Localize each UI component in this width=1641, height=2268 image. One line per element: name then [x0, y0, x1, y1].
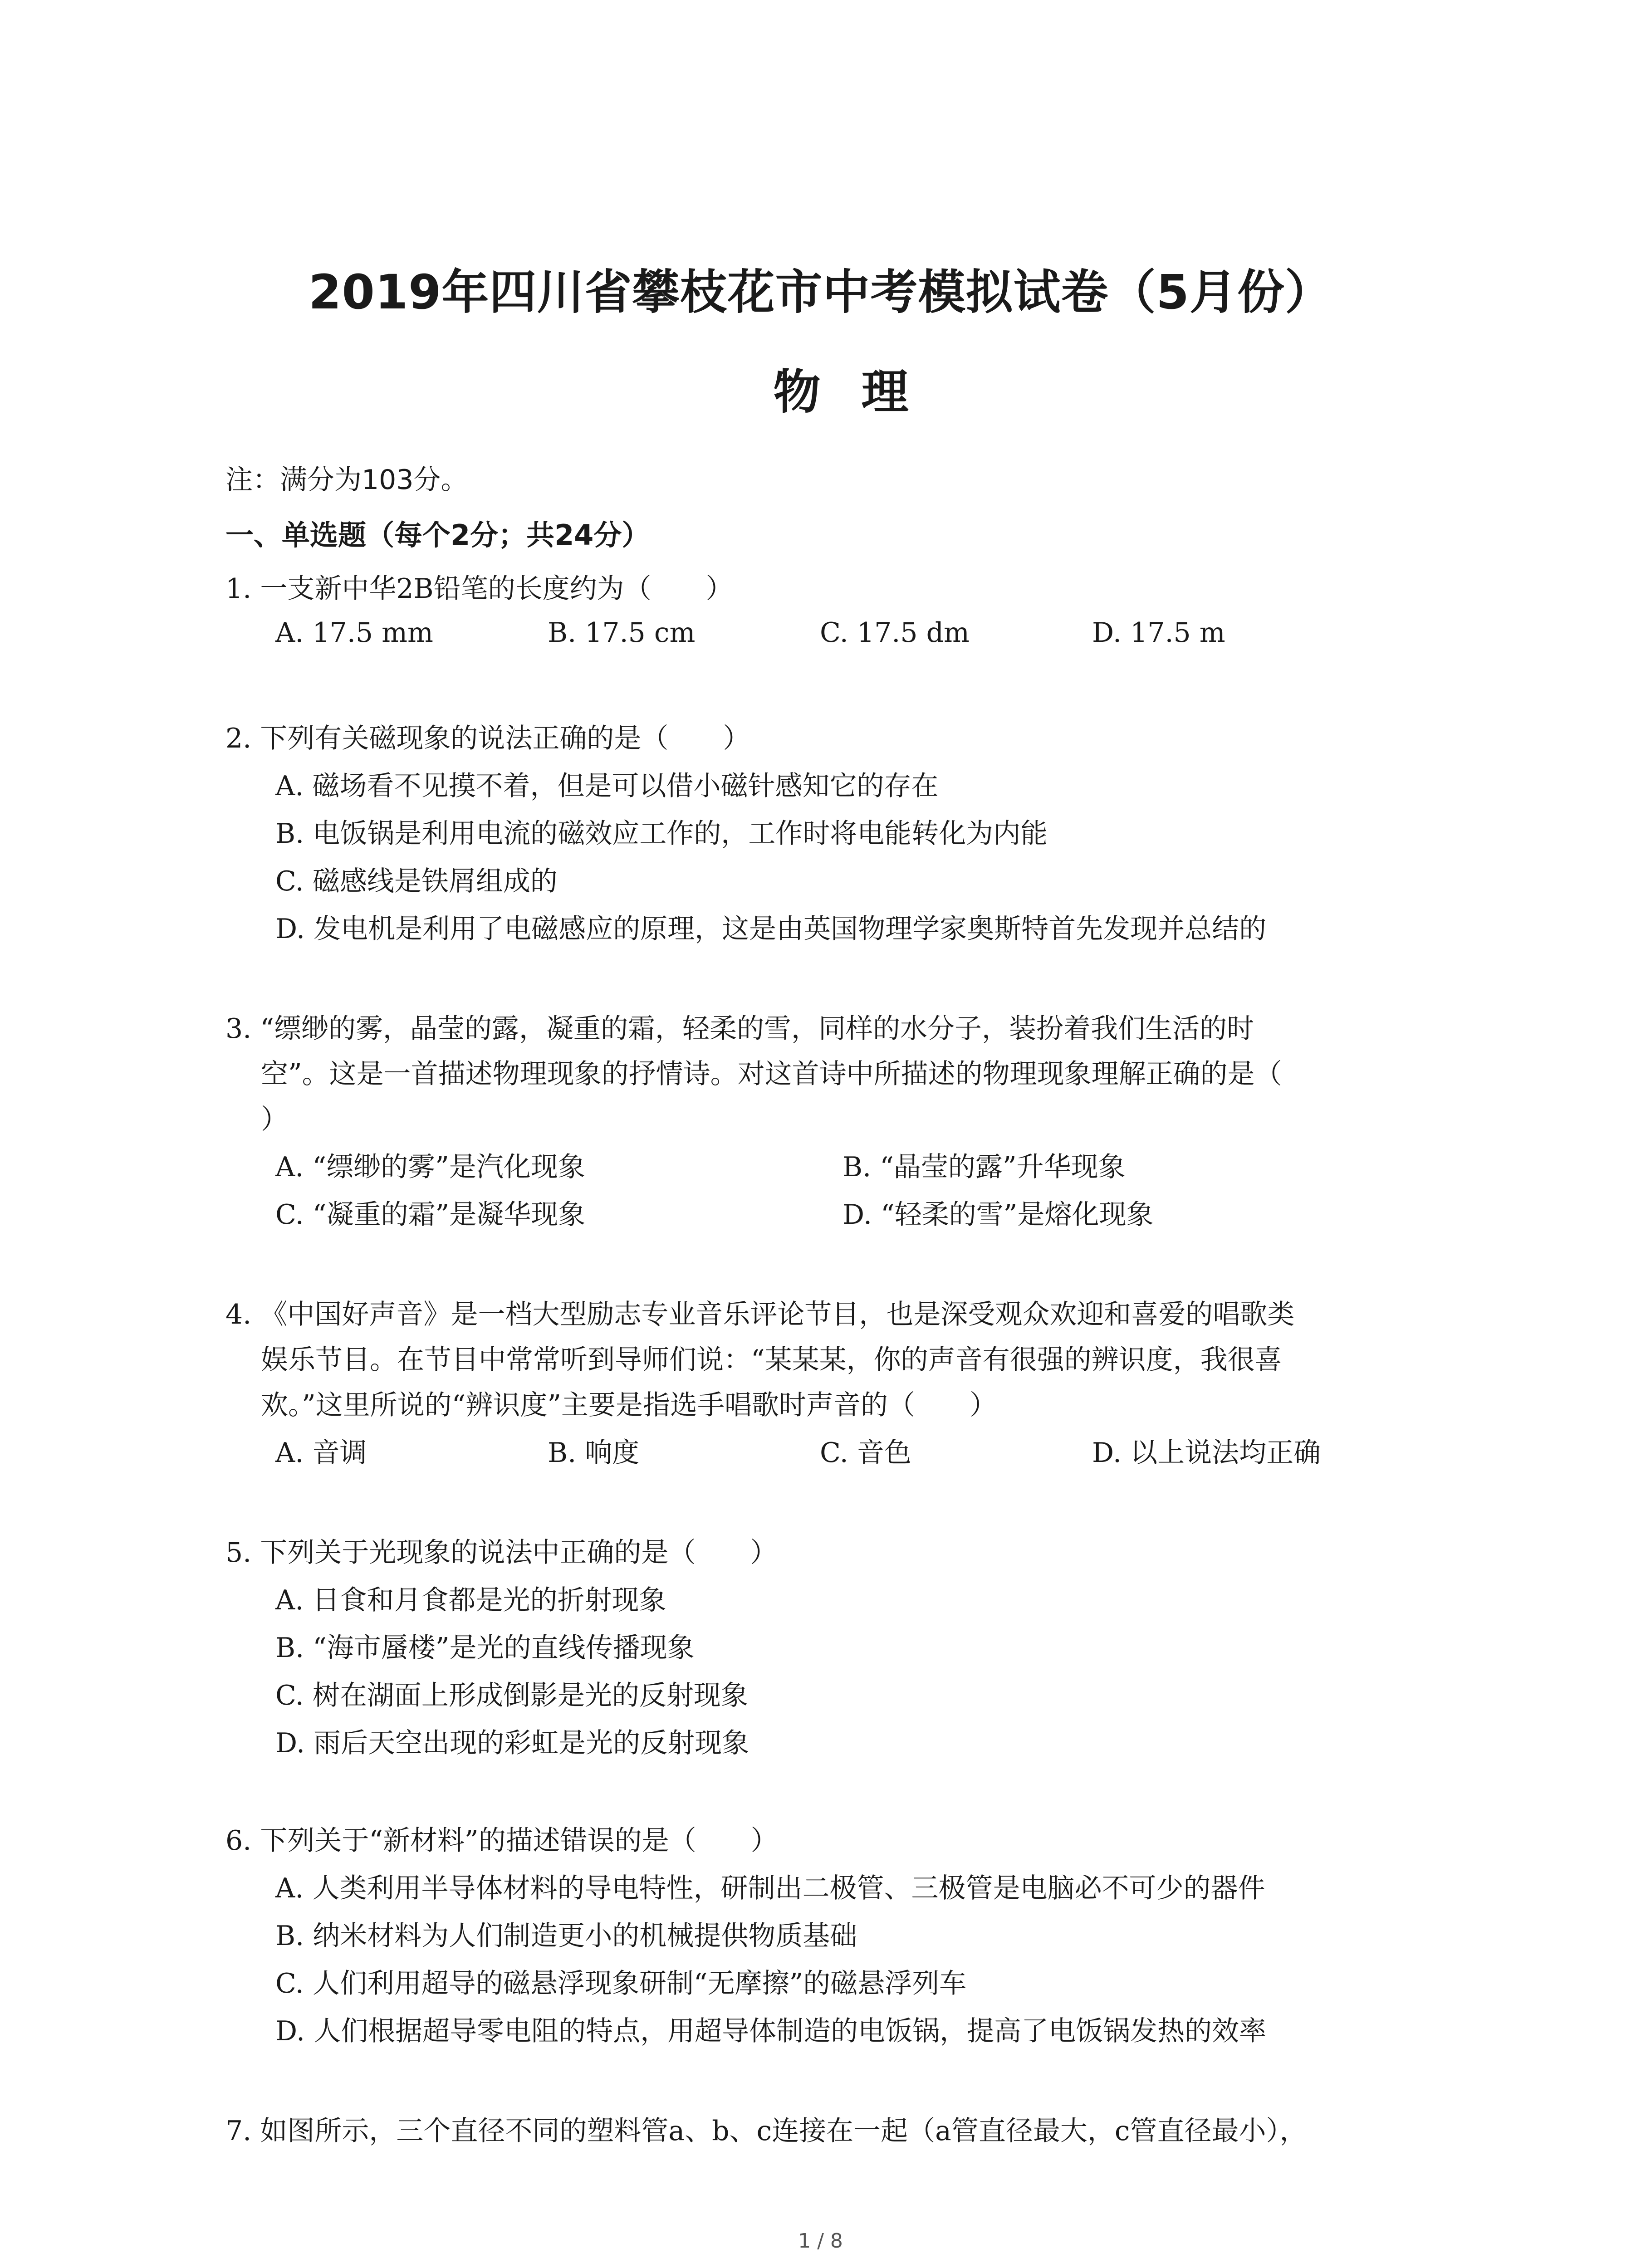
- question-3-stem-line-2: 空”。这是一首描述物理现象的抒情诗。对这首诗中所描述的物理现象理解正确的是（: [261, 1058, 1282, 1090]
- question-2-stem: 2. 下列有关磁现象的说法正确的是（ ）: [225, 723, 750, 754]
- q1-option-b[interactable]: B. 17.5 cm: [548, 617, 696, 649]
- q6-option-a[interactable]: A. 人类利用半导体材料的导电特性，研制出二极管、三极管是电脑必不可少的器件: [275, 1872, 1265, 1904]
- q3-option-d[interactable]: D. “轻柔的雪”是熔化现象: [843, 1199, 1154, 1231]
- question-4-stem-line-1: 4. 《中国好声音》是一档大型励志专业音乐评论节目，也是深受观众欢迎和喜爱的唱歌类: [225, 1299, 1295, 1330]
- score-note: 注：满分为103分。: [225, 464, 468, 496]
- q4-option-b[interactable]: B. 响度: [548, 1437, 640, 1469]
- question-7-stem: 7. 如图所示，三个直径不同的塑料管a、b、c连接在一起（a管直径最大，c管直径最小），: [225, 2115, 1307, 2147]
- q2-option-b[interactable]: B. 电饭锅是利用电流的磁效应工作的，工作时将电能转化为内能: [275, 818, 1048, 850]
- page-number: 1 / 8: [798, 2229, 843, 2253]
- q1-option-c[interactable]: C. 17.5 dm: [820, 617, 970, 649]
- q6-option-c[interactable]: C. 人们利用超导的磁悬浮现象研制“无摩擦”的磁悬浮列车: [275, 1968, 967, 1999]
- question-4-stem-line-2: 娱乐节目。在节目中常常听到导师们说：“某某某，你的声音有很强的辨识度，我很喜: [261, 1344, 1282, 1376]
- q5-option-b[interactable]: B. “海市蜃楼”是光的直线传播现象: [275, 1632, 695, 1664]
- q4-option-d[interactable]: D. 以上说法均正确: [1092, 1437, 1321, 1469]
- q1-option-a[interactable]: A. 17.5 mm: [275, 617, 433, 649]
- question-3-stem-line-3: ）: [261, 1104, 288, 1135]
- q5-option-a[interactable]: A. 日食和月食都是光的折射现象: [275, 1584, 666, 1616]
- q5-option-c[interactable]: C. 树在湖面上形成倒影是光的反射现象: [275, 1680, 748, 1711]
- q3-option-a[interactable]: A. “缥缈的雾”是汽化现象: [275, 1151, 585, 1183]
- q2-option-c[interactable]: C. 磁感线是铁屑组成的: [275, 865, 558, 897]
- q5-option-d[interactable]: D. 雨后天空出现的彩虹是光的反射现象: [275, 1727, 749, 1759]
- question-3-stem-line-1: 3. “缥缈的雾，晶莹的露，凝重的霜，轻柔的雪，同样的水分子，装扮着我们生活的时: [225, 1013, 1254, 1045]
- q4-option-c[interactable]: C. 音色: [820, 1437, 911, 1469]
- section-heading: 一、单选题（每个2分；共24分）: [225, 518, 650, 552]
- subject-title: 物理: [773, 364, 950, 420]
- q6-option-d[interactable]: D. 人们根据超导零电阻的特点，用超导体制造的电饭锅，提高了电饭锅发热的效率: [275, 2015, 1267, 2047]
- q6-option-b[interactable]: B. 纳米材料为人们制造更小的机械提供物质基础: [275, 1920, 857, 1952]
- q2-option-a[interactable]: A. 磁场看不见摸不着，但是可以借小磁针感知它的存在: [275, 770, 939, 802]
- q1-option-d[interactable]: D. 17.5 m: [1092, 617, 1225, 649]
- question-4-stem-line-3: 欢。”这里所说的“辨识度”主要是指选手唱歌时声音的（ ）: [261, 1389, 997, 1421]
- q3-option-b[interactable]: B. “晶莹的露”升华现象: [843, 1151, 1126, 1183]
- page-title: 2019年四川省攀枝花市中考模拟试卷（5月份）: [309, 264, 1332, 320]
- question-1-stem: 1. 一支新中华2B铅笔的长度约为（ ）: [225, 573, 733, 605]
- question-5-stem: 5. 下列关于光现象的说法中正确的是（ ）: [225, 1537, 778, 1569]
- q2-option-d[interactable]: D. 发电机是利用了电磁感应的原理，这是由英国物理学家奥斯特首先发现并总结的: [275, 913, 1267, 945]
- question-6-stem: 6. 下列关于“新材料”的描述错误的是（ ）: [225, 1825, 778, 1857]
- q3-option-c[interactable]: C. “凝重的霜”是凝华现象: [275, 1199, 586, 1231]
- q4-option-a[interactable]: A. 音调: [275, 1437, 367, 1469]
